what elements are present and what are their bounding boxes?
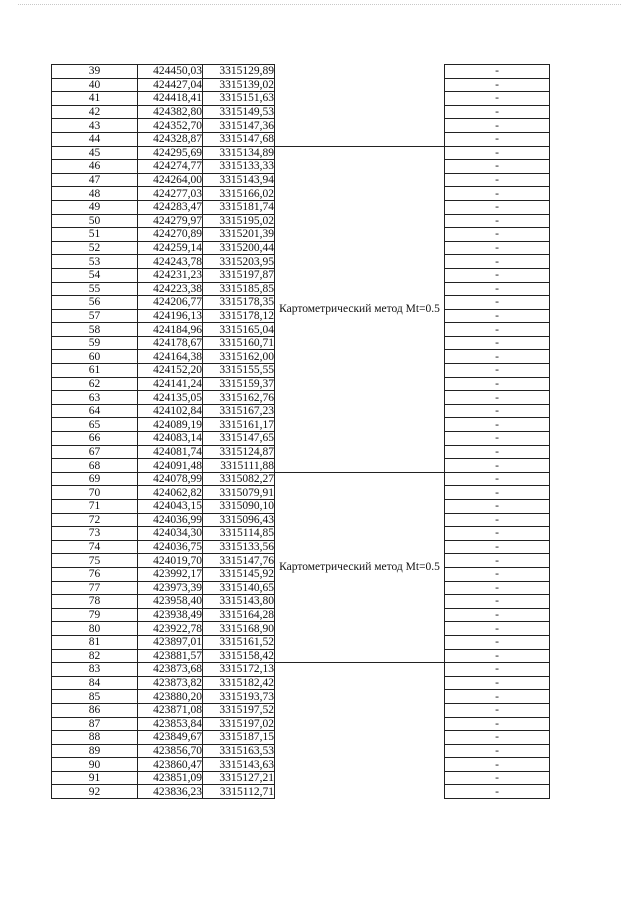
y-coordinate-cell: 3315140,65 xyxy=(203,581,275,595)
y-coordinate-cell: 3315164,28 xyxy=(203,608,275,622)
y-coordinate-cell: 3315133,56 xyxy=(203,540,275,554)
accuracy-dash-cell: - xyxy=(445,268,550,282)
accuracy-dash-cell: - xyxy=(445,105,550,119)
empty-method-cell xyxy=(275,690,445,704)
point-number-cell: 92 xyxy=(52,785,138,799)
empty-method-cell xyxy=(275,92,445,106)
x-coordinate-cell: 424418,41 xyxy=(138,92,203,106)
point-number-cell: 60 xyxy=(52,350,138,364)
y-coordinate-cell: 3315162,00 xyxy=(203,350,275,364)
accuracy-dash-cell: - xyxy=(445,364,550,378)
accuracy-dash-cell: - xyxy=(445,663,550,677)
empty-method-cell xyxy=(275,703,445,717)
x-coordinate-cell: 424034,30 xyxy=(138,527,203,541)
point-number-cell: 76 xyxy=(52,567,138,581)
accuracy-dash-cell: - xyxy=(445,771,550,785)
table-row xyxy=(52,703,550,717)
x-coordinate-cell: 424352,70 xyxy=(138,119,203,133)
x-coordinate-cell: 424184,96 xyxy=(138,323,203,337)
point-number-cell: 89 xyxy=(52,744,138,758)
y-coordinate-cell: 3315133,33 xyxy=(203,160,275,174)
accuracy-dash-cell: - xyxy=(445,595,550,609)
point-number-cell: 84 xyxy=(52,676,138,690)
y-coordinate-cell: 3315082,27 xyxy=(203,472,275,486)
accuracy-dash-cell: - xyxy=(445,690,550,704)
y-coordinate-cell: 3315161,52 xyxy=(203,635,275,649)
empty-method-cell xyxy=(275,132,445,146)
y-coordinate-cell: 3315129,89 xyxy=(203,65,275,79)
point-number-cell: 72 xyxy=(52,513,138,527)
y-coordinate-cell: 3315079,91 xyxy=(203,486,275,500)
x-coordinate-cell: 424019,70 xyxy=(138,554,203,568)
y-coordinate-cell: 3315143,94 xyxy=(203,173,275,187)
x-coordinate-cell: 424295,69 xyxy=(138,146,203,160)
x-coordinate-cell: 424152,20 xyxy=(138,364,203,378)
y-coordinate-cell: 3315090,10 xyxy=(203,500,275,514)
coordinates-table-body xyxy=(52,65,550,799)
y-coordinate-cell: 3315162,76 xyxy=(203,391,275,405)
x-coordinate-cell: 424036,75 xyxy=(138,540,203,554)
accuracy-dash-cell: - xyxy=(445,173,550,187)
point-number-cell: 44 xyxy=(52,132,138,146)
point-number-cell: 82 xyxy=(52,649,138,663)
y-coordinate-cell: 3315197,52 xyxy=(203,703,275,717)
x-coordinate-cell: 424274,77 xyxy=(138,160,203,174)
y-coordinate-cell: 3315158,42 xyxy=(203,649,275,663)
accuracy-dash-cell: - xyxy=(445,459,550,473)
table-row xyxy=(52,119,550,133)
accuracy-dash-cell: - xyxy=(445,513,550,527)
point-number-cell: 51 xyxy=(52,228,138,242)
x-coordinate-cell: 424091,48 xyxy=(138,459,203,473)
table-row xyxy=(52,717,550,731)
accuracy-dash-cell: - xyxy=(445,404,550,418)
y-coordinate-cell: 3315149,53 xyxy=(203,105,275,119)
point-number-cell: 77 xyxy=(52,581,138,595)
method-cell: Картометрический метод Mt=0.5 xyxy=(275,472,445,662)
empty-method-cell xyxy=(275,731,445,745)
x-coordinate-cell: 424328,87 xyxy=(138,132,203,146)
point-number-cell: 62 xyxy=(52,377,138,391)
x-coordinate-cell: 423836,23 xyxy=(138,785,203,799)
x-coordinate-cell: 424382,80 xyxy=(138,105,203,119)
x-coordinate-cell: 424277,03 xyxy=(138,187,203,201)
accuracy-dash-cell: - xyxy=(445,418,550,432)
x-coordinate-cell: 424259,14 xyxy=(138,241,203,255)
point-number-cell: 74 xyxy=(52,540,138,554)
point-number-cell: 41 xyxy=(52,92,138,106)
x-coordinate-cell: 424206,77 xyxy=(138,296,203,310)
accuracy-dash-cell: - xyxy=(445,228,550,242)
point-number-cell: 91 xyxy=(52,771,138,785)
table-row xyxy=(52,731,550,745)
method-cell: Картометрический метод Mt=0.5 xyxy=(275,146,445,472)
y-coordinate-cell: 3315151,63 xyxy=(203,92,275,106)
empty-method-cell xyxy=(275,119,445,133)
accuracy-dash-cell: - xyxy=(445,65,550,79)
table-row xyxy=(52,92,550,106)
x-coordinate-cell: 424102,84 xyxy=(138,404,203,418)
x-coordinate-cell: 424231,23 xyxy=(138,268,203,282)
empty-method-cell xyxy=(275,105,445,119)
point-number-cell: 46 xyxy=(52,160,138,174)
x-coordinate-cell: 424223,38 xyxy=(138,282,203,296)
y-coordinate-cell: 3315143,80 xyxy=(203,595,275,609)
y-coordinate-cell: 3315134,89 xyxy=(203,146,275,160)
y-coordinate-cell: 3315172,13 xyxy=(203,663,275,677)
table-row xyxy=(52,146,550,160)
page-top-edge xyxy=(18,4,621,6)
accuracy-dash-cell: - xyxy=(445,540,550,554)
x-coordinate-cell: 423873,68 xyxy=(138,663,203,677)
accuracy-dash-cell: - xyxy=(445,146,550,160)
point-number-cell: 86 xyxy=(52,703,138,717)
point-number-cell: 83 xyxy=(52,663,138,677)
table-row xyxy=(52,690,550,704)
x-coordinate-cell: 424450,03 xyxy=(138,65,203,79)
point-number-cell: 47 xyxy=(52,173,138,187)
accuracy-dash-cell: - xyxy=(445,391,550,405)
point-number-cell: 53 xyxy=(52,255,138,269)
x-coordinate-cell: 424279,97 xyxy=(138,214,203,228)
accuracy-dash-cell: - xyxy=(445,350,550,364)
x-coordinate-cell: 424083,14 xyxy=(138,432,203,446)
table-row xyxy=(52,472,550,486)
point-number-cell: 78 xyxy=(52,595,138,609)
empty-method-cell xyxy=(275,78,445,92)
accuracy-dash-cell: - xyxy=(445,500,550,514)
y-coordinate-cell: 3315193,73 xyxy=(203,690,275,704)
x-coordinate-cell: 424141,24 xyxy=(138,377,203,391)
y-coordinate-cell: 3315187,15 xyxy=(203,731,275,745)
point-number-cell: 71 xyxy=(52,500,138,514)
accuracy-dash-cell: - xyxy=(445,132,550,146)
y-coordinate-cell: 3315182,42 xyxy=(203,676,275,690)
y-coordinate-cell: 3315181,74 xyxy=(203,200,275,214)
empty-method-cell xyxy=(275,676,445,690)
accuracy-dash-cell: - xyxy=(445,608,550,622)
empty-method-cell xyxy=(275,771,445,785)
point-number-cell: 63 xyxy=(52,391,138,405)
x-coordinate-cell: 424283,47 xyxy=(138,200,203,214)
table-row xyxy=(52,65,550,79)
point-number-cell: 54 xyxy=(52,268,138,282)
x-coordinate-cell: 423881,57 xyxy=(138,649,203,663)
point-number-cell: 61 xyxy=(52,364,138,378)
accuracy-dash-cell: - xyxy=(445,567,550,581)
accuracy-dash-cell: - xyxy=(445,554,550,568)
accuracy-dash-cell: - xyxy=(445,472,550,486)
point-number-cell: 42 xyxy=(52,105,138,119)
accuracy-dash-cell: - xyxy=(445,744,550,758)
accuracy-dash-cell: - xyxy=(445,78,550,92)
point-number-cell: 45 xyxy=(52,146,138,160)
x-coordinate-cell: 423849,67 xyxy=(138,731,203,745)
y-coordinate-cell: 3315185,85 xyxy=(203,282,275,296)
accuracy-dash-cell: - xyxy=(445,649,550,663)
y-coordinate-cell: 3315195,02 xyxy=(203,214,275,228)
accuracy-dash-cell: - xyxy=(445,241,550,255)
coordinates-table xyxy=(51,64,550,799)
accuracy-dash-cell: - xyxy=(445,200,550,214)
x-coordinate-cell: 424078,99 xyxy=(138,472,203,486)
y-coordinate-cell: 3315178,35 xyxy=(203,296,275,310)
x-coordinate-cell: 423860,47 xyxy=(138,758,203,772)
accuracy-dash-cell: - xyxy=(445,785,550,799)
x-coordinate-cell: 424089,19 xyxy=(138,418,203,432)
accuracy-dash-cell: - xyxy=(445,527,550,541)
x-coordinate-cell: 424264,00 xyxy=(138,173,203,187)
y-coordinate-cell: 3315147,65 xyxy=(203,432,275,446)
y-coordinate-cell: 3315160,71 xyxy=(203,336,275,350)
x-coordinate-cell: 423958,40 xyxy=(138,595,203,609)
y-coordinate-cell: 3315155,55 xyxy=(203,364,275,378)
point-number-cell: 59 xyxy=(52,336,138,350)
point-number-cell: 43 xyxy=(52,119,138,133)
accuracy-dash-cell: - xyxy=(445,622,550,636)
x-coordinate-cell: 423992,17 xyxy=(138,567,203,581)
point-number-cell: 67 xyxy=(52,445,138,459)
table-row xyxy=(52,663,550,677)
y-coordinate-cell: 3315114,85 xyxy=(203,527,275,541)
x-coordinate-cell: 424164,38 xyxy=(138,350,203,364)
accuracy-dash-cell: - xyxy=(445,296,550,310)
x-coordinate-cell: 424036,99 xyxy=(138,513,203,527)
point-number-cell: 55 xyxy=(52,282,138,296)
y-coordinate-cell: 3315147,76 xyxy=(203,554,275,568)
x-coordinate-cell: 424196,13 xyxy=(138,309,203,323)
x-coordinate-cell: 424270,89 xyxy=(138,228,203,242)
y-coordinate-cell: 3315127,21 xyxy=(203,771,275,785)
accuracy-dash-cell: - xyxy=(445,187,550,201)
y-coordinate-cell: 3315139,02 xyxy=(203,78,275,92)
empty-method-cell xyxy=(275,744,445,758)
y-coordinate-cell: 3315163,53 xyxy=(203,744,275,758)
point-number-cell: 58 xyxy=(52,323,138,337)
y-coordinate-cell: 3315096,43 xyxy=(203,513,275,527)
x-coordinate-cell: 424081,74 xyxy=(138,445,203,459)
table-row xyxy=(52,132,550,146)
point-number-cell: 81 xyxy=(52,635,138,649)
y-coordinate-cell: 3315159,37 xyxy=(203,377,275,391)
x-coordinate-cell: 423938,49 xyxy=(138,608,203,622)
table-row xyxy=(52,105,550,119)
point-number-cell: 70 xyxy=(52,486,138,500)
y-coordinate-cell: 3315147,68 xyxy=(203,132,275,146)
empty-method-cell xyxy=(275,65,445,79)
y-coordinate-cell: 3315145,92 xyxy=(203,567,275,581)
table-row xyxy=(52,758,550,772)
y-coordinate-cell: 3315166,02 xyxy=(203,187,275,201)
y-coordinate-cell: 3315112,71 xyxy=(203,785,275,799)
accuracy-dash-cell: - xyxy=(445,214,550,228)
accuracy-dash-cell: - xyxy=(445,676,550,690)
accuracy-dash-cell: - xyxy=(445,432,550,446)
x-coordinate-cell: 423922,78 xyxy=(138,622,203,636)
accuracy-dash-cell: - xyxy=(445,703,550,717)
x-coordinate-cell: 424427,04 xyxy=(138,78,203,92)
accuracy-dash-cell: - xyxy=(445,377,550,391)
accuracy-dash-cell: - xyxy=(445,758,550,772)
point-number-cell: 75 xyxy=(52,554,138,568)
y-coordinate-cell: 3315197,02 xyxy=(203,717,275,731)
y-coordinate-cell: 3315200,44 xyxy=(203,241,275,255)
empty-method-cell xyxy=(275,663,445,677)
point-number-cell: 88 xyxy=(52,731,138,745)
point-number-cell: 73 xyxy=(52,527,138,541)
accuracy-dash-cell: - xyxy=(445,445,550,459)
empty-method-cell xyxy=(275,717,445,731)
y-coordinate-cell: 3315178,12 xyxy=(203,309,275,323)
accuracy-dash-cell: - xyxy=(445,717,550,731)
x-coordinate-cell: 424062,82 xyxy=(138,486,203,500)
x-coordinate-cell: 423897,01 xyxy=(138,635,203,649)
point-number-cell: 64 xyxy=(52,404,138,418)
y-coordinate-cell: 3315124,87 xyxy=(203,445,275,459)
table-row xyxy=(52,78,550,92)
coordinates-sheet xyxy=(51,64,549,799)
point-number-cell: 49 xyxy=(52,200,138,214)
point-number-cell: 69 xyxy=(52,472,138,486)
point-number-cell: 90 xyxy=(52,758,138,772)
x-coordinate-cell: 423973,39 xyxy=(138,581,203,595)
point-number-cell: 87 xyxy=(52,717,138,731)
x-coordinate-cell: 423871,08 xyxy=(138,703,203,717)
accuracy-dash-cell: - xyxy=(445,635,550,649)
accuracy-dash-cell: - xyxy=(445,309,550,323)
point-number-cell: 48 xyxy=(52,187,138,201)
x-coordinate-cell: 423873,82 xyxy=(138,676,203,690)
accuracy-dash-cell: - xyxy=(445,336,550,350)
accuracy-dash-cell: - xyxy=(445,92,550,106)
x-coordinate-cell: 423880,20 xyxy=(138,690,203,704)
y-coordinate-cell: 3315197,87 xyxy=(203,268,275,282)
y-coordinate-cell: 3315111,88 xyxy=(203,459,275,473)
y-coordinate-cell: 3315168,90 xyxy=(203,622,275,636)
point-number-cell: 68 xyxy=(52,459,138,473)
accuracy-dash-cell: - xyxy=(445,282,550,296)
x-coordinate-cell: 424243,78 xyxy=(138,255,203,269)
x-coordinate-cell: 423851,09 xyxy=(138,771,203,785)
accuracy-dash-cell: - xyxy=(445,255,550,269)
y-coordinate-cell: 3315167,23 xyxy=(203,404,275,418)
accuracy-dash-cell: - xyxy=(445,323,550,337)
accuracy-dash-cell: - xyxy=(445,160,550,174)
point-number-cell: 66 xyxy=(52,432,138,446)
accuracy-dash-cell: - xyxy=(445,581,550,595)
point-number-cell: 79 xyxy=(52,608,138,622)
x-coordinate-cell: 424178,67 xyxy=(138,336,203,350)
point-number-cell: 39 xyxy=(52,65,138,79)
x-coordinate-cell: 424135,05 xyxy=(138,391,203,405)
table-row xyxy=(52,744,550,758)
table-row xyxy=(52,676,550,690)
y-coordinate-cell: 3315203,95 xyxy=(203,255,275,269)
point-number-cell: 57 xyxy=(52,309,138,323)
y-coordinate-cell: 3315147,36 xyxy=(203,119,275,133)
point-number-cell: 50 xyxy=(52,214,138,228)
y-coordinate-cell: 3315165,04 xyxy=(203,323,275,337)
x-coordinate-cell: 424043,15 xyxy=(138,500,203,514)
point-number-cell: 40 xyxy=(52,78,138,92)
table-row xyxy=(52,771,550,785)
point-number-cell: 65 xyxy=(52,418,138,432)
y-coordinate-cell: 3315201,39 xyxy=(203,228,275,242)
point-number-cell: 52 xyxy=(52,241,138,255)
point-number-cell: 56 xyxy=(52,296,138,310)
point-number-cell: 80 xyxy=(52,622,138,636)
accuracy-dash-cell: - xyxy=(445,119,550,133)
y-coordinate-cell: 3315143,63 xyxy=(203,758,275,772)
accuracy-dash-cell: - xyxy=(445,731,550,745)
accuracy-dash-cell: - xyxy=(445,486,550,500)
x-coordinate-cell: 423856,70 xyxy=(138,744,203,758)
y-coordinate-cell: 3315161,17 xyxy=(203,418,275,432)
empty-method-cell xyxy=(275,758,445,772)
x-coordinate-cell: 423853,84 xyxy=(138,717,203,731)
point-number-cell: 85 xyxy=(52,690,138,704)
table-row xyxy=(52,785,550,799)
empty-method-cell xyxy=(275,785,445,799)
